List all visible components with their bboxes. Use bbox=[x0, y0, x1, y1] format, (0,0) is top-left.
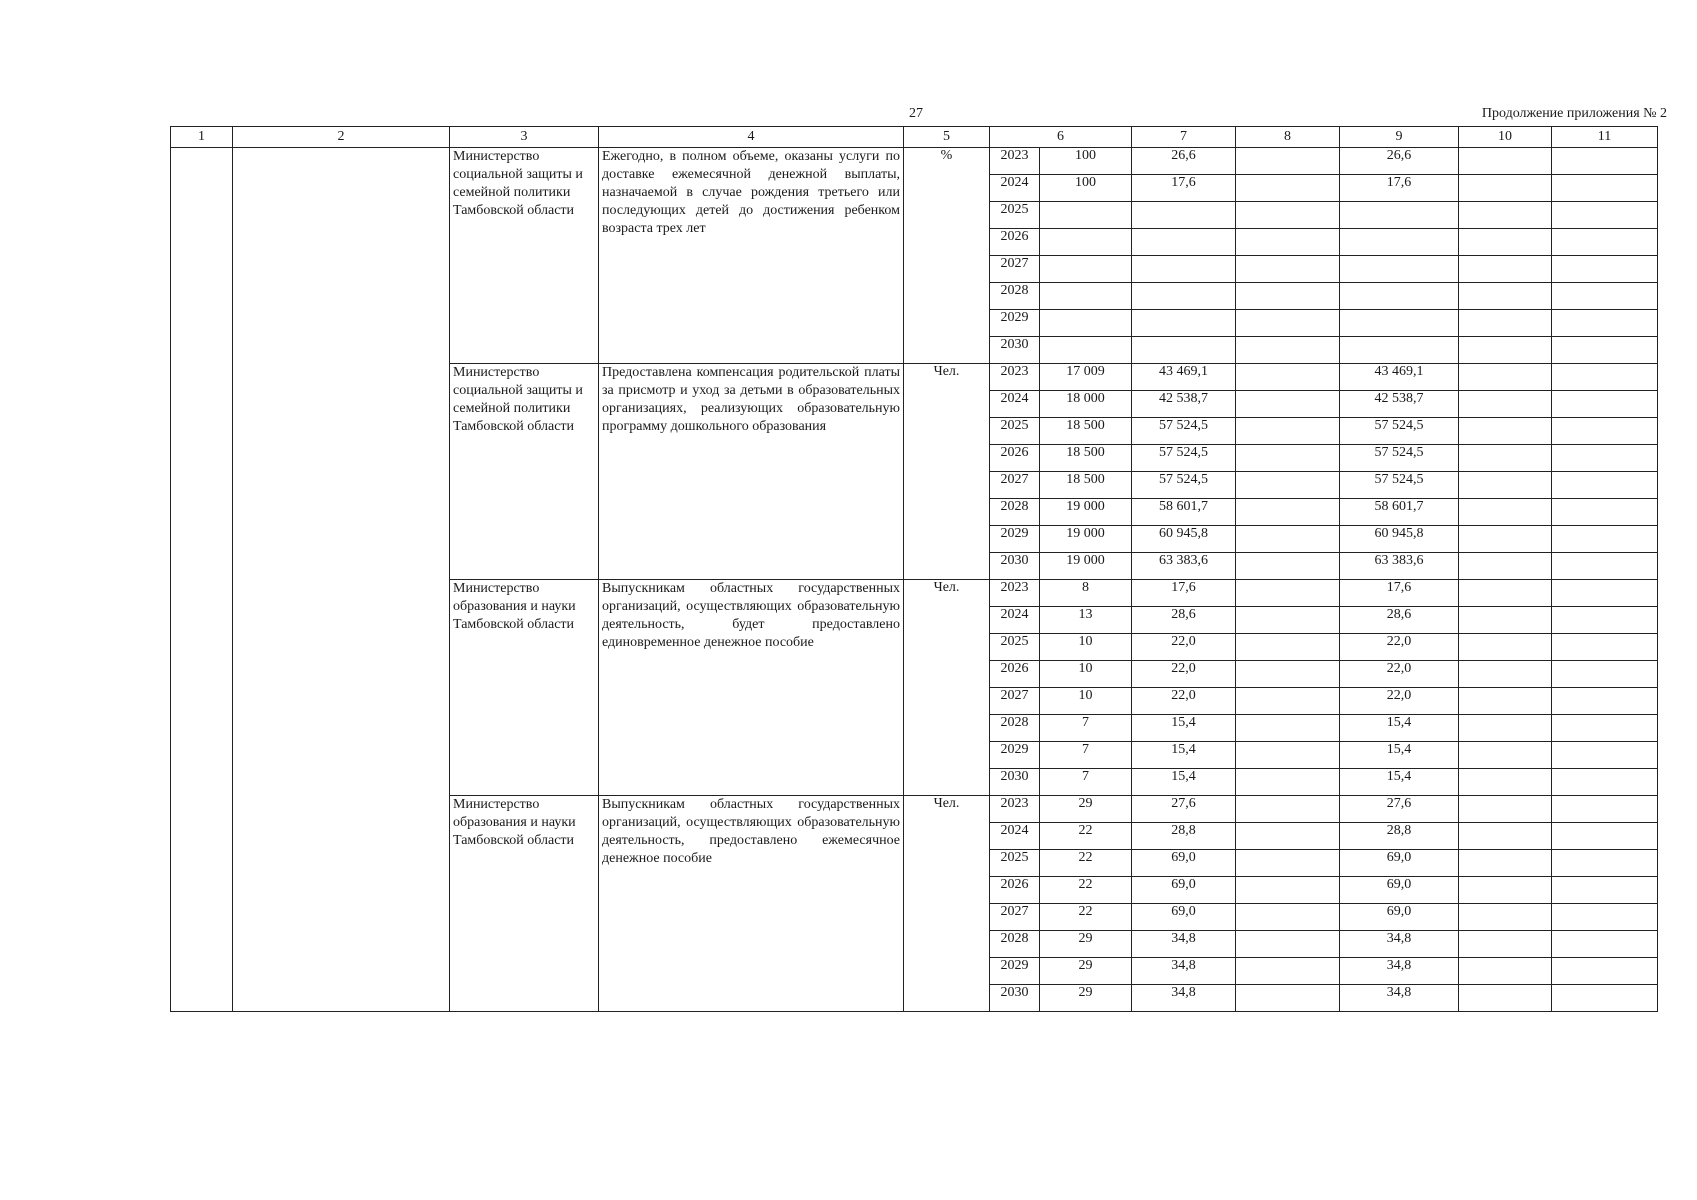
column-7-value bbox=[1132, 337, 1236, 364]
year-cell: 2029 bbox=[990, 742, 1040, 769]
column-9-value: 57 524,5 bbox=[1340, 445, 1459, 472]
target-value-cell: 18 000 bbox=[1040, 391, 1132, 418]
description-cell: Выпускникам областных государственных организаций, осуществляющих образовательную деятельность, предоставлено ежемесячное денежное пособие bbox=[599, 796, 904, 1012]
column-7-value: 22,0 bbox=[1132, 661, 1236, 688]
target-value-cell: 7 bbox=[1040, 769, 1132, 796]
year-cell: 2030 bbox=[990, 553, 1040, 580]
column-10-value bbox=[1459, 607, 1552, 634]
target-value-cell: 100 bbox=[1040, 175, 1132, 202]
column-8-value bbox=[1236, 229, 1340, 256]
column-7-value: 60 945,8 bbox=[1132, 526, 1236, 553]
column-8-value bbox=[1236, 607, 1340, 634]
column-8-value bbox=[1236, 202, 1340, 229]
column-10-value bbox=[1459, 823, 1552, 850]
column-header: 11 bbox=[1552, 127, 1658, 148]
target-value-cell: 8 bbox=[1040, 580, 1132, 607]
unit-cell: Чел. bbox=[904, 796, 990, 1012]
column-11-value bbox=[1552, 769, 1658, 796]
column-10-value bbox=[1459, 931, 1552, 958]
agency-cell: Министерство социальной защиты и семейной политики Тамбовской области bbox=[450, 364, 599, 580]
column-7-value: 69,0 bbox=[1132, 904, 1236, 931]
column-7-value: 58 601,7 bbox=[1132, 499, 1236, 526]
year-cell: 2024 bbox=[990, 391, 1040, 418]
column-9-value bbox=[1340, 310, 1459, 337]
column-11-value bbox=[1552, 148, 1658, 175]
column-8-value bbox=[1236, 661, 1340, 688]
year-cell: 2028 bbox=[990, 499, 1040, 526]
column-8-value bbox=[1236, 175, 1340, 202]
year-cell: 2026 bbox=[990, 877, 1040, 904]
target-value-cell: 29 bbox=[1040, 958, 1132, 985]
column-11-value bbox=[1552, 391, 1658, 418]
unit-cell: % bbox=[904, 148, 990, 364]
column-10-value bbox=[1459, 904, 1552, 931]
column-7-value: 27,6 bbox=[1132, 796, 1236, 823]
column-9-value: 60 945,8 bbox=[1340, 526, 1459, 553]
agency-cell: Министерство социальной защиты и семейной политики Тамбовской области bbox=[450, 148, 599, 364]
column-10-value bbox=[1459, 742, 1552, 769]
year-cell: 2030 bbox=[990, 337, 1040, 364]
year-cell: 2030 bbox=[990, 769, 1040, 796]
column-9-value: 15,4 bbox=[1340, 742, 1459, 769]
column-11-value bbox=[1552, 985, 1658, 1012]
year-cell: 2025 bbox=[990, 850, 1040, 877]
column-11-value bbox=[1552, 634, 1658, 661]
target-value-cell: 18 500 bbox=[1040, 418, 1132, 445]
column-7-value: 57 524,5 bbox=[1132, 445, 1236, 472]
column-header: 7 bbox=[1132, 127, 1236, 148]
column-8-value bbox=[1236, 148, 1340, 175]
column-9-value: 57 524,5 bbox=[1340, 472, 1459, 499]
target-value-cell: 7 bbox=[1040, 715, 1132, 742]
column-1-cell bbox=[171, 148, 233, 1012]
column-10-value bbox=[1459, 526, 1552, 553]
column-8-value bbox=[1236, 499, 1340, 526]
column-8-value bbox=[1236, 256, 1340, 283]
year-cell: 2024 bbox=[990, 175, 1040, 202]
header-row bbox=[171, 127, 1658, 148]
column-8-value bbox=[1236, 931, 1340, 958]
year-cell: 2023 bbox=[990, 364, 1040, 391]
column-11-value bbox=[1552, 958, 1658, 985]
column-7-value: 22,0 bbox=[1132, 634, 1236, 661]
description-cell: Ежегодно, в полном объеме, оказаны услуги по доставке ежемесячной денежной выплаты, назначаемой в случае рождения третьего или последующих детей до достижения ребенком возраста трех лет bbox=[599, 148, 904, 364]
column-10-value bbox=[1459, 580, 1552, 607]
year-cell: 2027 bbox=[990, 472, 1040, 499]
column-10-value bbox=[1459, 229, 1552, 256]
column-7-value: 34,8 bbox=[1132, 958, 1236, 985]
column-8-value bbox=[1236, 877, 1340, 904]
column-11-value bbox=[1552, 553, 1658, 580]
column-9-value: 17,6 bbox=[1340, 580, 1459, 607]
column-8-value bbox=[1236, 688, 1340, 715]
column-9-value: 15,4 bbox=[1340, 769, 1459, 796]
column-9-value: 15,4 bbox=[1340, 715, 1459, 742]
column-11-value bbox=[1552, 607, 1658, 634]
year-cell: 2029 bbox=[990, 310, 1040, 337]
target-value-cell bbox=[1040, 256, 1132, 283]
column-10-value bbox=[1459, 499, 1552, 526]
column-header: 5 bbox=[904, 127, 990, 148]
continuation-label: Продолжение приложения № 2 bbox=[1481, 106, 1667, 121]
target-value-cell: 19 000 bbox=[1040, 499, 1132, 526]
column-8-value bbox=[1236, 904, 1340, 931]
column-9-value bbox=[1340, 283, 1459, 310]
target-value-cell bbox=[1040, 202, 1132, 229]
column-8-value bbox=[1236, 850, 1340, 877]
year-cell: 2027 bbox=[990, 256, 1040, 283]
column-11-value bbox=[1552, 850, 1658, 877]
target-value-cell: 17 009 bbox=[1040, 364, 1132, 391]
column-11-value bbox=[1552, 796, 1658, 823]
column-9-value: 34,8 bbox=[1340, 931, 1459, 958]
column-8-value bbox=[1236, 391, 1340, 418]
column-9-value: 63 383,6 bbox=[1340, 553, 1459, 580]
year-cell: 2025 bbox=[990, 418, 1040, 445]
column-7-value: 17,6 bbox=[1132, 175, 1236, 202]
column-8-value bbox=[1236, 553, 1340, 580]
agency-cell: Министерство образования и науки Тамбовской области bbox=[450, 796, 599, 1012]
column-7-value: 15,4 bbox=[1132, 742, 1236, 769]
column-9-value: 28,6 bbox=[1340, 607, 1459, 634]
column-11-value bbox=[1552, 364, 1658, 391]
column-10-value bbox=[1459, 148, 1552, 175]
column-7-value: 17,6 bbox=[1132, 580, 1236, 607]
column-10-value bbox=[1459, 337, 1552, 364]
target-value-cell bbox=[1040, 229, 1132, 256]
target-value-cell: 18 500 bbox=[1040, 445, 1132, 472]
column-11-value bbox=[1552, 742, 1658, 769]
agency-cell: Министерство образования и науки Тамбовской области bbox=[450, 580, 599, 796]
column-9-value: 34,8 bbox=[1340, 985, 1459, 1012]
target-value-cell: 22 bbox=[1040, 823, 1132, 850]
column-2-cell bbox=[233, 148, 450, 1012]
column-8-value bbox=[1236, 823, 1340, 850]
target-value-cell bbox=[1040, 310, 1132, 337]
column-8-value bbox=[1236, 985, 1340, 1012]
column-10-value bbox=[1459, 985, 1552, 1012]
column-7-value bbox=[1132, 283, 1236, 310]
column-7-value: 69,0 bbox=[1132, 877, 1236, 904]
column-7-value: 57 524,5 bbox=[1132, 472, 1236, 499]
column-10-value bbox=[1459, 472, 1552, 499]
column-9-value: 34,8 bbox=[1340, 958, 1459, 985]
column-header: 1 bbox=[171, 127, 233, 148]
target-value-cell bbox=[1040, 337, 1132, 364]
column-11-value bbox=[1552, 877, 1658, 904]
column-10-value bbox=[1459, 283, 1552, 310]
column-9-value: 22,0 bbox=[1340, 688, 1459, 715]
year-cell: 2028 bbox=[990, 715, 1040, 742]
column-9-value: 17,6 bbox=[1340, 175, 1459, 202]
column-header: 8 bbox=[1236, 127, 1340, 148]
target-value-cell: 19 000 bbox=[1040, 553, 1132, 580]
table-body bbox=[171, 148, 1658, 1012]
column-10-value bbox=[1459, 202, 1552, 229]
column-10-value bbox=[1459, 688, 1552, 715]
column-9-value bbox=[1340, 202, 1459, 229]
column-9-value: 22,0 bbox=[1340, 634, 1459, 661]
column-7-value: 28,6 bbox=[1132, 607, 1236, 634]
target-value-cell: 100 bbox=[1040, 148, 1132, 175]
unit-cell: Чел. bbox=[904, 580, 990, 796]
column-8-value bbox=[1236, 526, 1340, 553]
column-11-value bbox=[1552, 229, 1658, 256]
column-10-value bbox=[1459, 553, 1552, 580]
column-10-value bbox=[1459, 850, 1552, 877]
column-11-value bbox=[1552, 499, 1658, 526]
column-7-value: 15,4 bbox=[1132, 769, 1236, 796]
year-cell: 2024 bbox=[990, 607, 1040, 634]
year-cell: 2028 bbox=[990, 283, 1040, 310]
column-7-value: 22,0 bbox=[1132, 688, 1236, 715]
column-9-value: 69,0 bbox=[1340, 877, 1459, 904]
column-8-value bbox=[1236, 310, 1340, 337]
column-7-value: 42 538,7 bbox=[1132, 391, 1236, 418]
column-7-value: 15,4 bbox=[1132, 715, 1236, 742]
column-10-value bbox=[1459, 445, 1552, 472]
column-11-value bbox=[1552, 445, 1658, 472]
column-10-value bbox=[1459, 796, 1552, 823]
column-8-value bbox=[1236, 796, 1340, 823]
target-value-cell: 19 000 bbox=[1040, 526, 1132, 553]
column-7-value: 63 383,6 bbox=[1132, 553, 1236, 580]
column-header: 2 bbox=[233, 127, 450, 148]
column-8-value bbox=[1236, 364, 1340, 391]
target-value-cell: 10 bbox=[1040, 661, 1132, 688]
column-11-value bbox=[1552, 472, 1658, 499]
target-value-cell: 13 bbox=[1040, 607, 1132, 634]
column-7-value bbox=[1132, 256, 1236, 283]
column-8-value bbox=[1236, 445, 1340, 472]
column-8-value bbox=[1236, 418, 1340, 445]
column-11-value bbox=[1552, 202, 1658, 229]
column-11-value bbox=[1552, 823, 1658, 850]
year-cell: 2029 bbox=[990, 526, 1040, 553]
year-cell: 2026 bbox=[990, 229, 1040, 256]
column-7-value bbox=[1132, 202, 1236, 229]
column-header: 10 bbox=[1459, 127, 1552, 148]
column-9-value: 57 524,5 bbox=[1340, 418, 1459, 445]
column-header: 4 bbox=[599, 127, 904, 148]
column-10-value bbox=[1459, 769, 1552, 796]
year-cell: 2026 bbox=[990, 661, 1040, 688]
column-11-value bbox=[1552, 256, 1658, 283]
column-9-value: 22,0 bbox=[1340, 661, 1459, 688]
column-7-value: 34,8 bbox=[1132, 985, 1236, 1012]
column-11-value bbox=[1552, 715, 1658, 742]
column-7-value: 34,8 bbox=[1132, 931, 1236, 958]
year-cell: 2023 bbox=[990, 580, 1040, 607]
column-10-value bbox=[1459, 418, 1552, 445]
column-9-value: 58 601,7 bbox=[1340, 499, 1459, 526]
column-10-value bbox=[1459, 391, 1552, 418]
column-11-value bbox=[1552, 661, 1658, 688]
column-9-value bbox=[1340, 337, 1459, 364]
column-8-value bbox=[1236, 715, 1340, 742]
year-cell: 2029 bbox=[990, 958, 1040, 985]
column-10-value bbox=[1459, 175, 1552, 202]
target-value-cell: 18 500 bbox=[1040, 472, 1132, 499]
column-7-value: 69,0 bbox=[1132, 850, 1236, 877]
description-cell: Предоставлена компенсация родительской платы за присмотр и уход за детьми в образовательных организациях, реализующих образовательную программу дошкольного образования bbox=[599, 364, 904, 580]
target-value-cell: 10 bbox=[1040, 688, 1132, 715]
target-value-cell: 7 bbox=[1040, 742, 1132, 769]
year-cell: 2023 bbox=[990, 796, 1040, 823]
column-9-value: 69,0 bbox=[1340, 904, 1459, 931]
column-8-value bbox=[1236, 769, 1340, 796]
column-8-value bbox=[1236, 580, 1340, 607]
column-10-value bbox=[1459, 715, 1552, 742]
description-cell: Выпускникам областных государственных организаций, осуществляющих образовательную деятельность, будет предоставлено единовременное денежное пособие bbox=[599, 580, 904, 796]
year-cell: 2025 bbox=[990, 634, 1040, 661]
column-11-value bbox=[1552, 283, 1658, 310]
column-8-value bbox=[1236, 337, 1340, 364]
year-cell: 2025 bbox=[990, 202, 1040, 229]
column-11-value bbox=[1552, 931, 1658, 958]
column-header: 3 bbox=[450, 127, 599, 148]
year-cell: 2023 bbox=[990, 148, 1040, 175]
column-header: 9 bbox=[1340, 127, 1459, 148]
column-7-value: 28,8 bbox=[1132, 823, 1236, 850]
column-7-value bbox=[1132, 310, 1236, 337]
column-11-value bbox=[1552, 418, 1658, 445]
column-8-value bbox=[1236, 634, 1340, 661]
column-8-value bbox=[1236, 472, 1340, 499]
column-11-value bbox=[1552, 310, 1658, 337]
column-10-value bbox=[1459, 310, 1552, 337]
column-9-value: 28,8 bbox=[1340, 823, 1459, 850]
column-10-value bbox=[1459, 958, 1552, 985]
column-9-value: 43 469,1 bbox=[1340, 364, 1459, 391]
year-cell: 2026 bbox=[990, 445, 1040, 472]
column-9-value bbox=[1340, 256, 1459, 283]
column-9-value: 69,0 bbox=[1340, 850, 1459, 877]
target-value-cell: 29 bbox=[1040, 796, 1132, 823]
column-9-value: 27,6 bbox=[1340, 796, 1459, 823]
year-cell: 2030 bbox=[990, 985, 1040, 1012]
column-header: 6 bbox=[990, 127, 1132, 148]
column-10-value bbox=[1459, 877, 1552, 904]
column-7-value: 57 524,5 bbox=[1132, 418, 1236, 445]
page-number: 27 bbox=[909, 106, 923, 121]
column-11-value bbox=[1552, 526, 1658, 553]
column-11-value bbox=[1552, 904, 1658, 931]
column-7-value: 43 469,1 bbox=[1132, 364, 1236, 391]
column-10-value bbox=[1459, 256, 1552, 283]
column-9-value: 26,6 bbox=[1340, 148, 1459, 175]
column-11-value bbox=[1552, 580, 1658, 607]
target-value-cell bbox=[1040, 283, 1132, 310]
column-7-value: 26,6 bbox=[1132, 148, 1236, 175]
column-8-value bbox=[1236, 283, 1340, 310]
column-9-value bbox=[1340, 229, 1459, 256]
data-table bbox=[170, 126, 1658, 1012]
target-value-cell: 10 bbox=[1040, 634, 1132, 661]
column-8-value bbox=[1236, 958, 1340, 985]
column-11-value bbox=[1552, 337, 1658, 364]
year-cell: 2027 bbox=[990, 904, 1040, 931]
unit-cell: Чел. bbox=[904, 364, 990, 580]
target-value-cell: 22 bbox=[1040, 877, 1132, 904]
target-value-cell: 22 bbox=[1040, 904, 1132, 931]
year-cell: 2024 bbox=[990, 823, 1040, 850]
column-11-value bbox=[1552, 688, 1658, 715]
column-11-value bbox=[1552, 175, 1658, 202]
target-value-cell: 22 bbox=[1040, 850, 1132, 877]
table-row bbox=[171, 148, 1658, 175]
column-10-value bbox=[1459, 364, 1552, 391]
year-cell: 2028 bbox=[990, 931, 1040, 958]
column-7-value bbox=[1132, 229, 1236, 256]
column-8-value bbox=[1236, 742, 1340, 769]
year-cell: 2027 bbox=[990, 688, 1040, 715]
target-value-cell: 29 bbox=[1040, 985, 1132, 1012]
column-10-value bbox=[1459, 661, 1552, 688]
column-9-value: 42 538,7 bbox=[1340, 391, 1459, 418]
column-10-value bbox=[1459, 634, 1552, 661]
target-value-cell: 29 bbox=[1040, 931, 1132, 958]
